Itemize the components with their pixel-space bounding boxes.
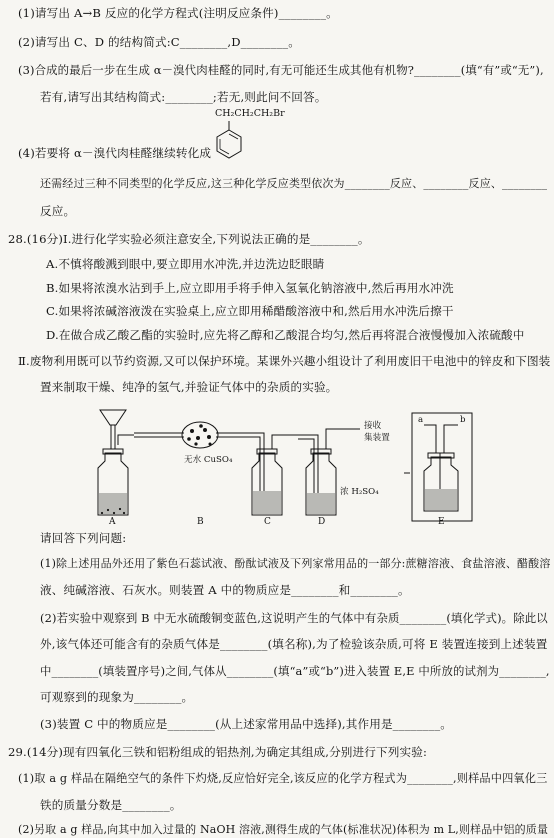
- q-line-24: (1)取 a g 样品在隔绝空气的条件下灼烧,反应恰好完全,该反应的化学方程式为________,则样品中四氧化三: [18, 772, 548, 785]
- q-line-13: Ⅱ.废物利用既可以节约资源,又可以保护环境。某课外兴趣小组设计了利用废旧干电池中的锌皮和下图装: [18, 354, 551, 368]
- reagent-d-label: 浓 H₂SO₄: [340, 487, 379, 497]
- q-line-15: 请回答下列问题:: [40, 531, 127, 545]
- q-line-14: 置来制取干燥、纯净的氢气,并验证气体中的杂质的实验。: [40, 380, 338, 394]
- bromopropylbenzene-structure: [205, 108, 295, 170]
- q-line-10: B.如果将浓溴水沾到手上,应立即用手将手伸入氢氧化钠溶液中,然后再用水冲洗: [46, 281, 454, 295]
- q-line-25: 铁的质量分数是________。: [40, 798, 182, 812]
- q-line-12: D.在做合成乙酸乙酯的实验时,应先将乙醇和乙酸混合均匀,然后再将混合液慢慢加入浓硫酸中: [46, 328, 525, 342]
- q-line-17: 液、纯碱溶液、石灰水。则装置 A 中的物质应是________和________。: [40, 583, 410, 597]
- q-line-6: 还需经过三种不同类型的化学反应,这三种化学反应类型依次为________反应、________反应、________: [40, 177, 548, 190]
- apparatus-label-a: A: [109, 517, 116, 527]
- apparatus-label-b: B: [197, 517, 204, 527]
- q-line-2: (2)请写出 C、D 的结构简式:C________,D________。: [18, 35, 300, 49]
- q-line-20: 中________(填装置序号)之间,气体从________(填“a”或“b”)进入装置 E,E 中所放的试剂为________,: [40, 664, 550, 678]
- collection-label-2: 集装置: [364, 433, 390, 443]
- q-line-11: C.如果将浓碱溶液泼在实验桌上,应立即用稀醋酸溶液中和,然后用水冲洗后擦干: [46, 304, 454, 318]
- q-line-22: (3)装置 C 中的物质应是________(从上述家常用品中选择),其作用是________。: [40, 717, 453, 731]
- q-line-8: 28.(16分)Ⅰ.进行化学实验必须注意安全,下列说法正确的是________。: [8, 232, 370, 246]
- apparatus-figure: [92, 405, 482, 527]
- q-line-9: A.不慎将酸溅到眼中,要立即用水冲洗,并边洗边眨眼睛: [46, 257, 325, 271]
- structure-substituent-label: CH₂CH₂CH₂Br: [215, 108, 285, 119]
- port-b-label: b: [460, 415, 466, 425]
- apparatus-label-e: E: [438, 517, 445, 527]
- port-a-label: a: [418, 415, 424, 425]
- reagent-b-label: 无水 CuSO₄: [184, 455, 233, 465]
- apparatus-drawing: [92, 405, 482, 527]
- q-line-4: 若有,请写出其结构简式:________;若无,则此问不回答。: [40, 90, 327, 104]
- q-line-21: 可观察到的现象为________。: [40, 690, 194, 704]
- q-line-5: (4)若要将 α－溴代肉桂醛继续转化成: [18, 146, 212, 160]
- q-line-3: (3)合成的最后一步在生成 α－溴代肉桂醛的同时,有无可能还生成其他有机物?________(填“有”或“无”),: [18, 63, 544, 77]
- q-line-18: (2)若实验中观察到 B 中无水硫酸铜变蓝色,这说明产生的气体中有杂质________(填化学式)。除此以: [40, 611, 548, 625]
- q-line-1: (1)请写出 A→B 反应的化学方程式(注明反应条件)________。: [18, 6, 338, 20]
- q-line-19: 外,该气体还可能含有的杂质气体是________(填名称),为了检验该杂质,可将 E 装置连接到上述装置: [40, 637, 548, 651]
- q-line-16: (1)除上述用品外还用了紫色石蕊试液、酚酞试液及下列家常用品的一部分:蔗糖溶液、食盐溶液、醋酸溶: [40, 557, 551, 570]
- q-line-7: 反应。: [40, 204, 76, 218]
- apparatus-label-c: C: [264, 517, 271, 527]
- q-line-23: 29.(14分)现有四氧化三铁和铝粉组成的铝热剂,为确定其组成,分别进行下列实验:: [8, 745, 428, 759]
- q-line-26: (2)另取 a g 样品,向其中加入过量的 NaOH 溶液,测得生成的气体(标准状况)体积为 m L,则样品中铝的质量: [18, 823, 549, 836]
- apparatus-label-d: D: [318, 517, 326, 527]
- collection-label-1: 接收: [364, 421, 382, 431]
